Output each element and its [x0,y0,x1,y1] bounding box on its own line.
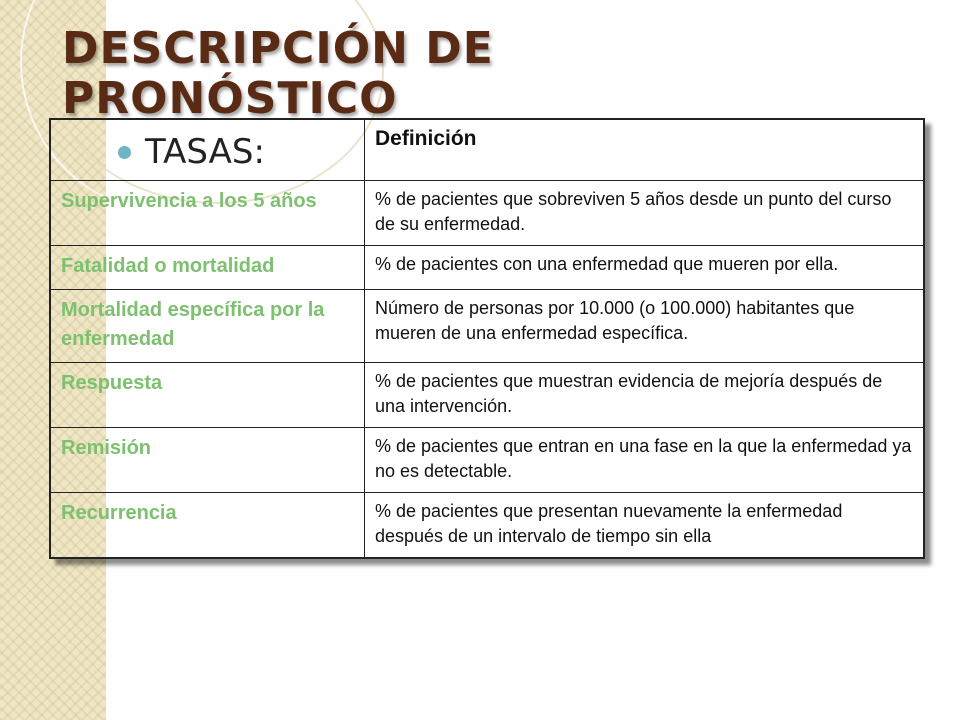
table-header-definition: Definición [365,119,925,181]
table-row [50,290,924,363]
term-cell: Mortalidad específica por la enfermedad [50,290,365,363]
definition-cell: % de pacientes que entran en una fase en la que la enfermedad ya no es detectable. [365,428,925,493]
bullet-text: TASAS: [145,132,265,172]
term-cell: Remisión [50,428,365,493]
table-row [50,493,924,559]
definition-cell: % de pacientes que sobreviven 5 años desde un punto del curso de su enfermedad. [365,181,925,246]
bullet-dot-icon [118,146,131,159]
rates-table [49,118,925,559]
slide-title: DESCRIPCIÓN DE PRONÓSTICO [62,23,494,124]
definition-cell: % de pacientes con una enfermedad que mueren por ella. [365,246,925,290]
definition-cell: Número de personas por 10.000 (o 100.000) habitantes que mueren de una enfermedad específica. [365,290,925,363]
term-cell: Recurrencia [50,493,365,559]
definition-cell: % de pacientes que presentan nuevamente la enfermedad después de un intervalo de tiempo sin ella [365,493,925,559]
term-cell: Fatalidad o mortalidad [50,246,365,290]
table-row [50,428,924,493]
table-row [50,246,924,290]
table-row [50,363,924,428]
definition-cell: % de pacientes que muestran evidencia de mejoría después de una intervención. [365,363,925,428]
term-cell: Respuesta [50,363,365,428]
term-cell: Supervivencia a los 5 años [50,181,365,246]
table-row [50,181,924,246]
bullet-item [118,132,265,172]
